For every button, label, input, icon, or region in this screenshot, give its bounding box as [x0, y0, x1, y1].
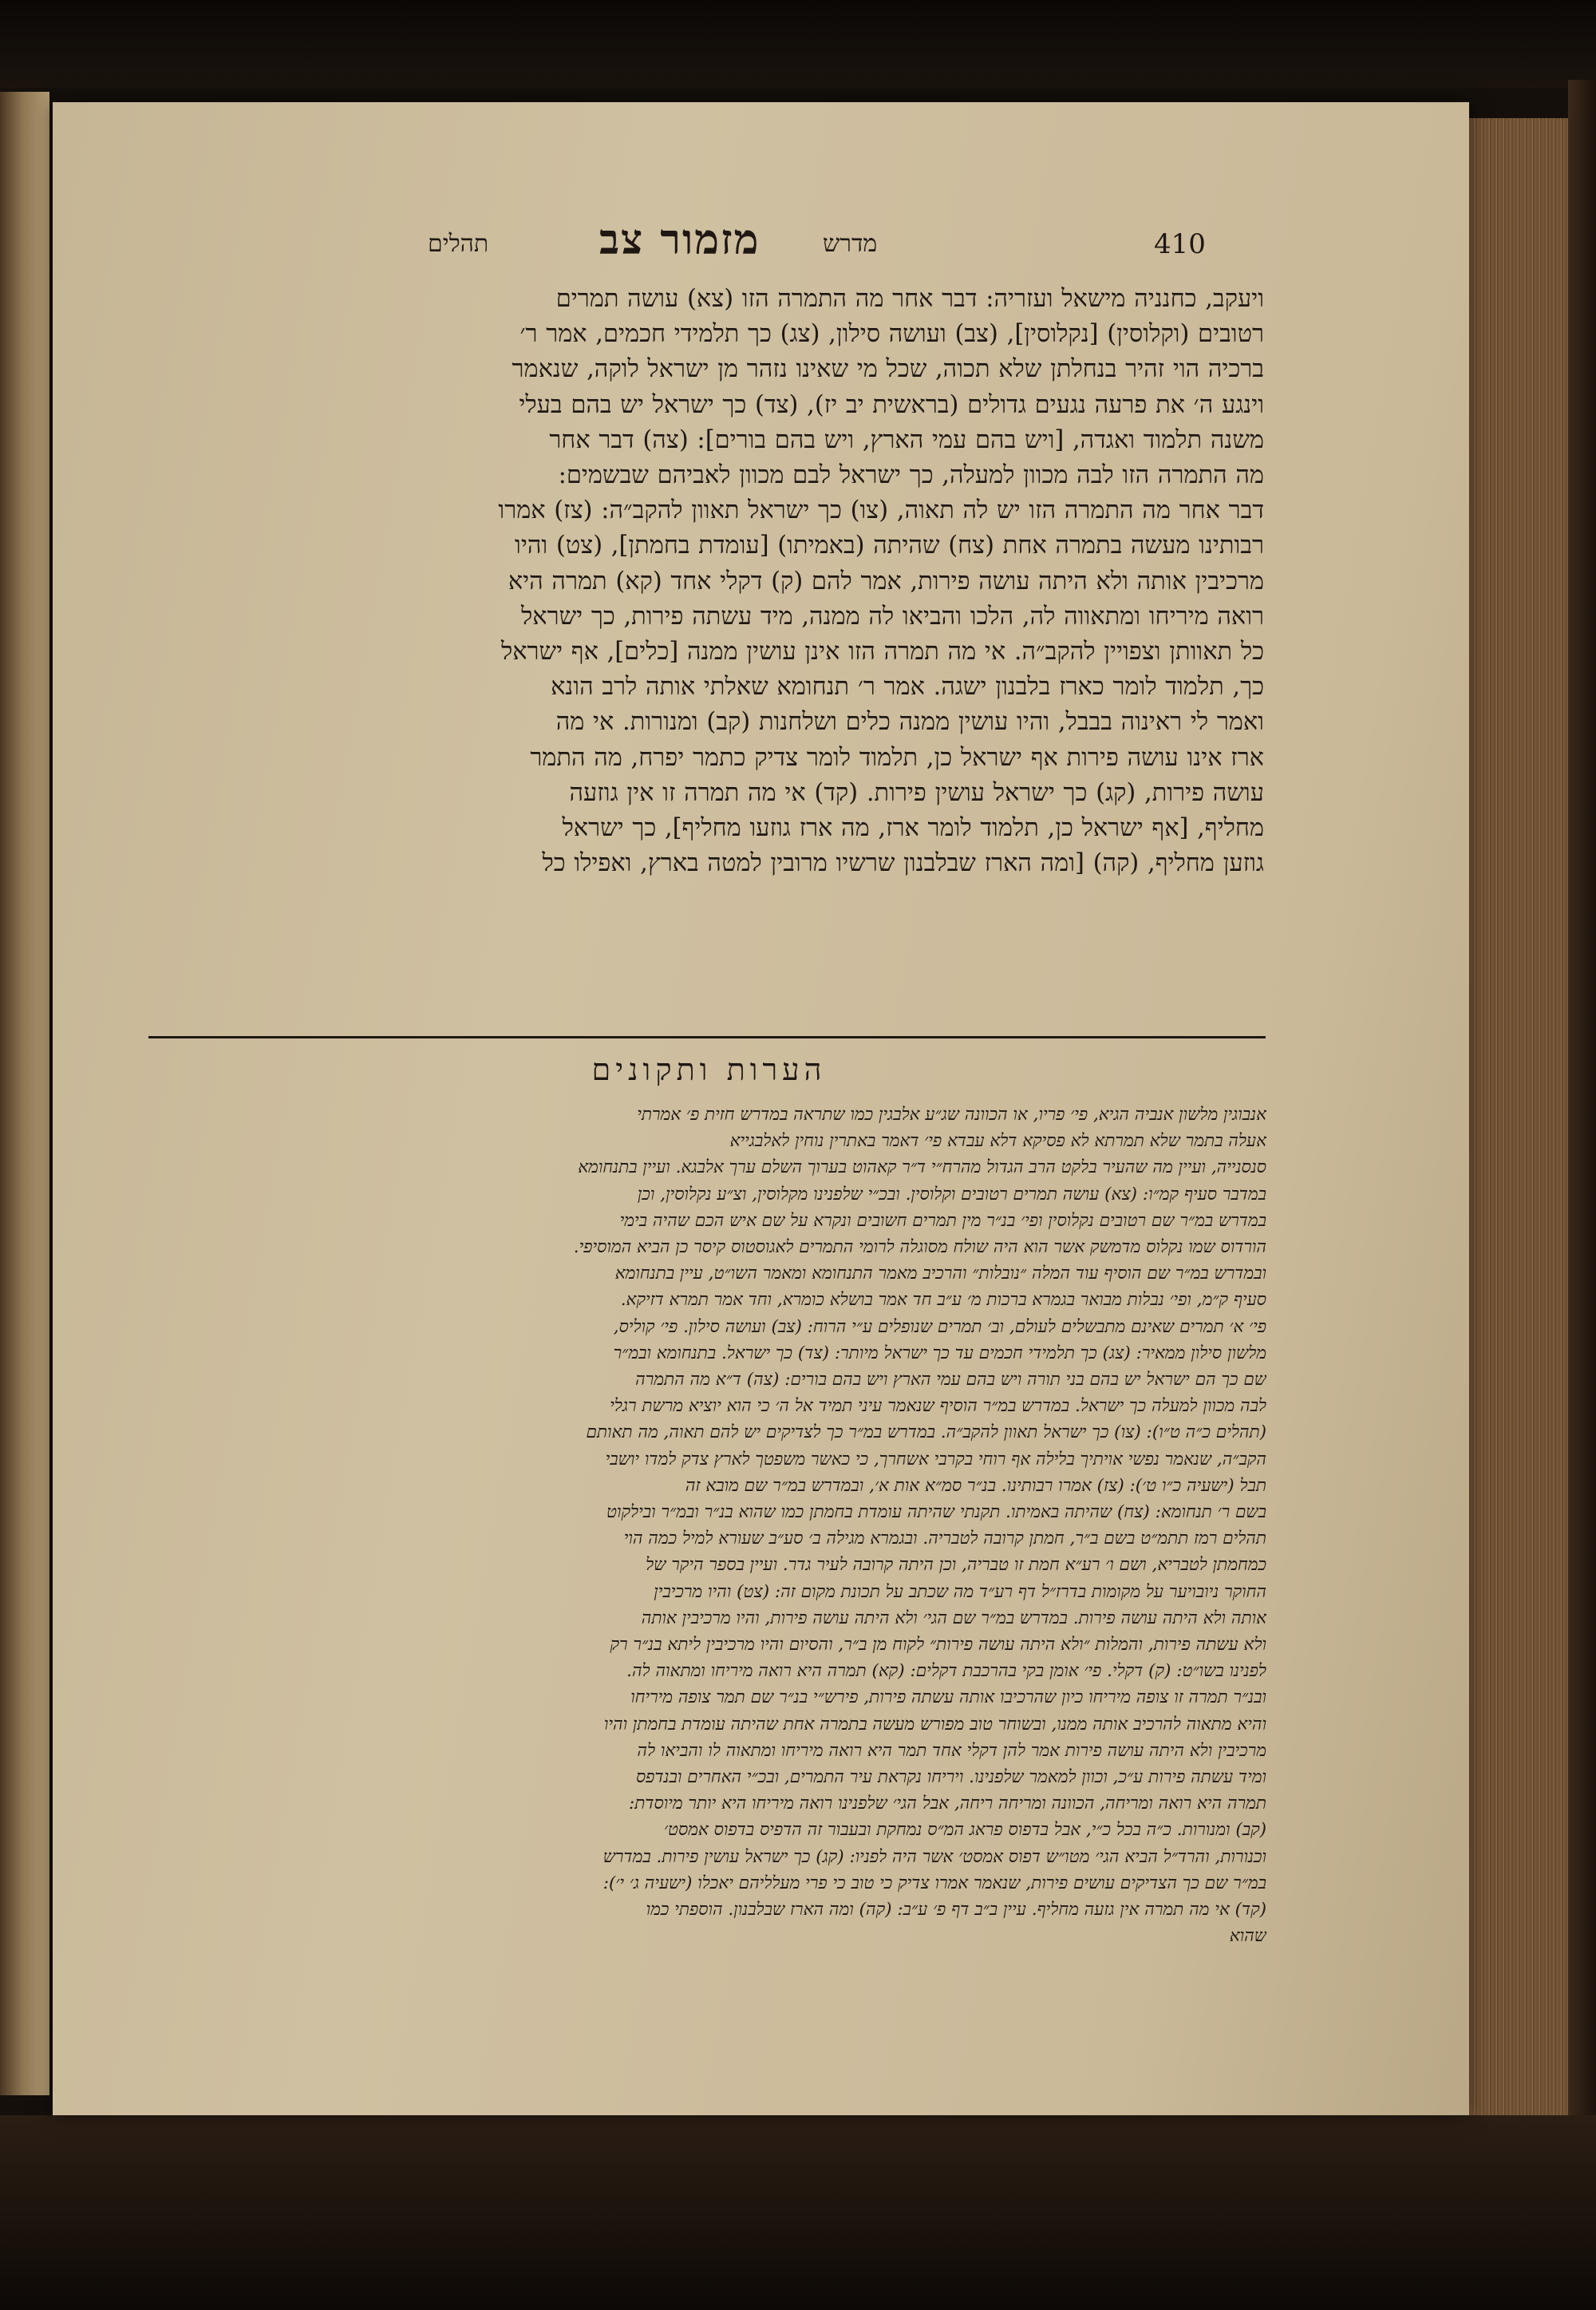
page-stack-edge — [1468, 118, 1568, 2118]
main-text-line: מרכיבין אותה ולא היתה עושה פירות, אמר להם (ק) דקלי אחד (קא) תמרה היא — [508, 567, 1264, 595]
background-dark-bottom — [0, 2115, 1596, 2310]
note-line: הורדוס שמו נקלוס מדמשק אשר הוא היה שולח מסוגלה לרומי התמרים לאגוסטוס קיסר כן הביא המוסיפי. — [573, 1237, 1266, 1258]
book-page — [53, 102, 1469, 2115]
note-line: לבה מכוון למעלה כך ישראל. במדרש במ״ר הוסיף שנאמר עיני תמיד אל ה׳ כי הוא יוציא מרשת רגלי — [610, 1396, 1266, 1417]
main-text-line: כך, תלמוד לומר כארז בלבנון ישגה. אמר ר׳ תנחומא שאלתי אותה לרב הונא — [551, 673, 1264, 702]
note-line: במדרש במ״ר שם רטובים נקלוסין ופי׳ בנ״ר מין תמרים חשובים ונקרא על שם איש הכם שהיה בימי — [619, 1210, 1266, 1231]
main-text-line: רואה מיריחו ומתאווה לה, הלכו והביאו לה ממנה, מיד עשתה פירות, כך ישראל — [521, 602, 1264, 631]
main-text-line: ואמר לי ראינוה בבבל, והיו עושין ממנה כלים ושלחנות (קב) ומנורות. אי מה — [555, 708, 1264, 737]
background-dark-top — [0, 0, 1596, 88]
note-line: תמרה היא רואה ומריחה, הכוונה ומריחה ריחה, אבל הגי׳ שלפנינו רואה מיריחו היא יותר מיוסדת: — [629, 1794, 1266, 1814]
notes-heading: הערות ותקונים — [591, 1052, 827, 1087]
main-text-block — [147, 282, 1264, 881]
main-text-line: גוזען מחליף, (קה) [ומה הארז שבלבנון שרשיו מרובין למטה בארץ, ואפילו כל — [542, 849, 1264, 878]
running-head — [53, 216, 1469, 278]
note-line: (קד) אי מה תמרה אין גזעה מחליף. עיין ב״ב דף פ׳ ע״ב: (קה) ומה הארז שבלבנון. הוספתי כמו — [646, 1900, 1266, 1920]
main-text-line: משנה תלמוד ואגדה, [ויש בהם עמי הארץ, ויש בהם בורים]: (צה) דבר אחר — [549, 425, 1264, 454]
main-text-line: כל תאוותן וצפויין להקב״ה. אי מה תמרה הזו אינן עושין ממנה [כלים], אף ישראל — [500, 638, 1264, 666]
book-cover-edge — [1568, 80, 1596, 2171]
main-text-line: מה התמרה הזו לבה מכוון למעלה, כך ישראל לבם מכוון לאביהם שבשמים: — [558, 461, 1264, 490]
main-text-line: רטובים (וקלוסין) [נקלוסין], (צב) ועושה סילון, (צג) כך תלמידי חכמים, אמר ר׳ — [519, 320, 1264, 349]
note-line: הקב״ה, שנאמר נפשי אויתיך בלילה אף רוחי בקרבי אשחרך, כי כאשר משפטך לארץ צדק למדו יושבי — [605, 1449, 1266, 1469]
running-head-midrash: מדרש — [823, 230, 878, 258]
note-line: בשם ר׳ תנחומא: (צח) שהיתה באמיתו. תקנתי שהיתה עומדת בחמתן כמו שהוא בנ״ר ובמ״ר ובילקוט — [606, 1502, 1266, 1523]
note-line: תהלים רמז תתמ״ט בשם ב״ר, חמתן קרובה לטבריה. ובגמרא מגילה ב׳ סע״ב שעורא למיל כמה הוי — [623, 1529, 1266, 1549]
note-line: החוקר ניובויער על מקומות בדרז״ל דף רע״ד מה שכתב על תכונת מקום זה: (צט) והיו מרכיבין — [654, 1581, 1266, 1602]
note-line: סעיף ק״מ, ופי׳ נבלות מבואר בגמרא ברכות מ׳ ע״ב חד אמר בושלא כומרא, וחד אמר תמרא דזיקא. — [620, 1290, 1266, 1311]
note-line: פי׳ א׳ תמרים שאינם מתבשלים לעולם, וב׳ תמרים שנופלים ע״י הרוח: (צב) ועושה סילון. פי׳ קוליס, — [613, 1316, 1266, 1337]
note-line: כמחמתן לטבריא, ושם ו׳ רע״א חמת זו טבריה, וכן היתה קרובה לעיר גדר. ועיין בספר היקר של — [646, 1555, 1266, 1576]
main-text-line: ארז אינו עושה פירות אף ישראל כן, תלמוד לומר צדיק כתמר יפרח, מה התמר — [530, 743, 1264, 772]
note-line: ובנ״ר תמרה זו צופה מיריחו כיון שהרכיבו אותה עשתה פירות, פירש״י בנ״ר שם תמר צופה מיריחו — [630, 1687, 1266, 1708]
note-line: אנבוגין מלשון אנביה הגיא, פי׳ פריו, או הכוונה שג״ע אלבגין כמו שתראה במדרש חזית פ׳ אמרתי — [637, 1105, 1266, 1125]
main-text-line: וינגע ה׳ את פרעה נגעים גדולים (בראשית יב יז), (צד) כך ישראל יש בהם בעלי — [519, 390, 1264, 419]
note-line: ומיד עשתה פירות ע״כ, וכוון למאמר שלפנינו. ויריחו נקראת עיר התמרים, ובכ״י האחרים ובנדפס — [635, 1767, 1266, 1788]
note-line: ובמדרש במ״ר שם הוסיף עוד המלה ״נובלות״ והרכיב מאמר התנחומא ומאמר השו״ט, עיין בתנחומא — [614, 1264, 1266, 1284]
note-line: מלשון סילון ממאיר: (צג) כך תלמידי חכמים עד כך ישראל מיותר: (צד) כך ישראל. בתנחומא ובמ״ר — [613, 1343, 1266, 1363]
note-line: אעלה בתמר שלא תמרתא לא פסיקא דלא עבדא פי׳ דאמר באתרין נוחין לאלבגייא — [729, 1131, 1266, 1152]
section-divider-rule — [148, 1036, 1266, 1038]
main-text-line: ברכיה הוי זהיר בנחלתן שלא תכוה, שכל מי שאינו נזהר מן ישראל לוקה, שנאמר — [512, 355, 1264, 384]
note-line: במדבר סעיף קמ״ו: (צא) עושה תמרים רטובים וקלוסין. ובכ״י שלפנינו מקלוסין, וצ״ע נקלוסין, וכן — [637, 1184, 1266, 1204]
note-line: אותה ולא היתה עושה פירות. במדרש במ״ר שם הגי׳ ולא היתה עושה פירות, והיו מרכיבין אותה — [641, 1608, 1266, 1628]
page-number: 410 — [1154, 228, 1206, 260]
running-head-tehillim: תהלים — [428, 230, 489, 258]
note-line: תבל (ישעיה כ״ו ט׳): (צז) אמרו רבותינו. בנ״ר סמ״א אות א׳, ובמדרש במ״ר שם מובא זה — [685, 1475, 1266, 1496]
note-line: שהוא — [1229, 1926, 1266, 1947]
note-line: וכנורות, והרד״ל הביא הגי׳ מטו״ש דפוס אמסט׳ אשר היה לפניו: (קג) כך ישראל עושין פירות. במדרש — [602, 1846, 1266, 1867]
note-line: במ״ר שם כך הצדיקים עושים פירות, שנאמר אמרו צדיק כי טוב כי פרי מעלליהם יאכלו (ישעיה ג׳ י׳): — [602, 1873, 1266, 1893]
note-line: שם כך הם ישראל יש בהם בני תורה ויש בהם עמי הארץ ויש בהם בורים: (צה) ד״א מה התמרה — [635, 1370, 1266, 1390]
left-facing-page-edge — [0, 92, 49, 2095]
note-line: סנסנייה, ועיין מה שהעיר בלקט הרב הגדול מהרח״י ד״ר קאהוט בערוך השלם ערך אלבגא. ועיין בתנחומא — [578, 1157, 1266, 1178]
note-line: (קב) ומנורות. כ״ה בכל כ״י, אבל בדפוס פראג המ״ס נמחקת ובעבור זה הדפיס בדפוס אמסט׳ — [664, 1820, 1266, 1841]
notes-block — [145, 1102, 1266, 1950]
note-line: ולא עשתה פירות, והמלות ״ולא היתה עושה פירות״ לקוח מן ב״ר, והסיום והיו מרכיבין ליתא בנ״ר רק — [610, 1635, 1266, 1655]
main-text-line: דבר אחר מה התמרה הזו יש לה תאוה, (צו) כך ישראל תאוון להקב״ה: (צז) אמרו — [498, 496, 1264, 525]
main-text-line: ויעקב, כחנניה מישאל ועזריה: דבר אחר מה התמרה הזו (צא) עושה תמרים — [555, 285, 1264, 313]
note-line: לפנינו בשו״ט: (ק) דקלי. פי׳ אומן בקי בהרכבת דקלים: (קא) תמרה היא רואה מיריחו ומתאוה לה. — [626, 1661, 1266, 1682]
note-line: והיא מתאוה להרכיב אותה ממנו, ובשוחר טוב מפורש מעשה בתמרה אחת שהיתה עומדת בחמתן והיו — [603, 1714, 1266, 1734]
note-line: (תהלים כ״ה ט״ו): (צו) כך ישראל תאוון להקב״ה. במדרש במ״ר כך לצדיקים יש להם תאוה, מה תאותם — [586, 1422, 1266, 1443]
main-text-line: מחליף, [אף ישראל כן, תלמוד לומר ארז, מה ארז גוזעו מחליף], כך ישראל — [562, 814, 1264, 843]
running-head-title: מזמור צב — [599, 216, 760, 264]
note-line: מרכיבין ולא היתה עושה פירות אמר להן דקלי אחד תמר היא רואה מיריחו ומתאוה לו והביאו לה — [637, 1740, 1266, 1761]
main-text-line: רבותינו מעשה בתמרה אחת (צח) שהיתה (באמיתו) [עומדת בחמתן], (צט) והיו — [515, 532, 1264, 560]
main-text-line: עושה פירות, (קג) כך ישראל עושין פירות. (קד) אי מה תמרה זו אין גוזעה — [569, 778, 1264, 807]
